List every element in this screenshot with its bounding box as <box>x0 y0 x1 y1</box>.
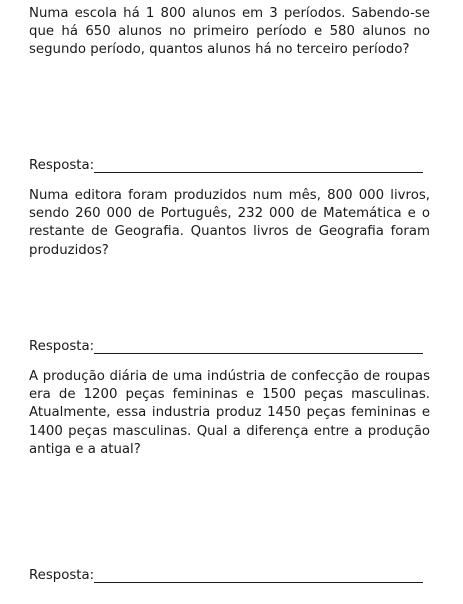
answer-2 <box>29 336 423 354</box>
problem-2-text: Numa editora foram produzidos num mês, 800 000 livros, sendo 260 000 de Português, 232 000 de Matemática e o restante de Geografia. Quantos livros de Geografia foram produzidos? <box>29 188 430 258</box>
problem-1-text: Numa escola há 1 800 alunos em 3 períodos. Sabendo-se que há 650 alunos no primeiro período e 580 alunos no segundo período, quantos alunos há no terceiro período? <box>29 6 430 58</box>
answer-1 <box>29 155 423 173</box>
answer-3-line[interactable] <box>94 569 423 583</box>
problem-3-text: A produção diária de uma indústria de confecção de roupas era de 1200 peças femininas e 1500 peças masculinas. Atualmente, essa industria produz 1450 peças femininas e 1400 peças masculinas. Qual a diferença entre a produção antiga e a atual? <box>29 369 430 457</box>
answer-3-label: Resposta: <box>29 568 95 583</box>
answer-2-label: Resposta: <box>29 339 95 354</box>
answer-2-line[interactable] <box>94 340 423 354</box>
answer-1-line[interactable] <box>94 159 423 173</box>
answer-1-label: Resposta: <box>29 158 95 173</box>
answer-3 <box>29 565 423 583</box>
